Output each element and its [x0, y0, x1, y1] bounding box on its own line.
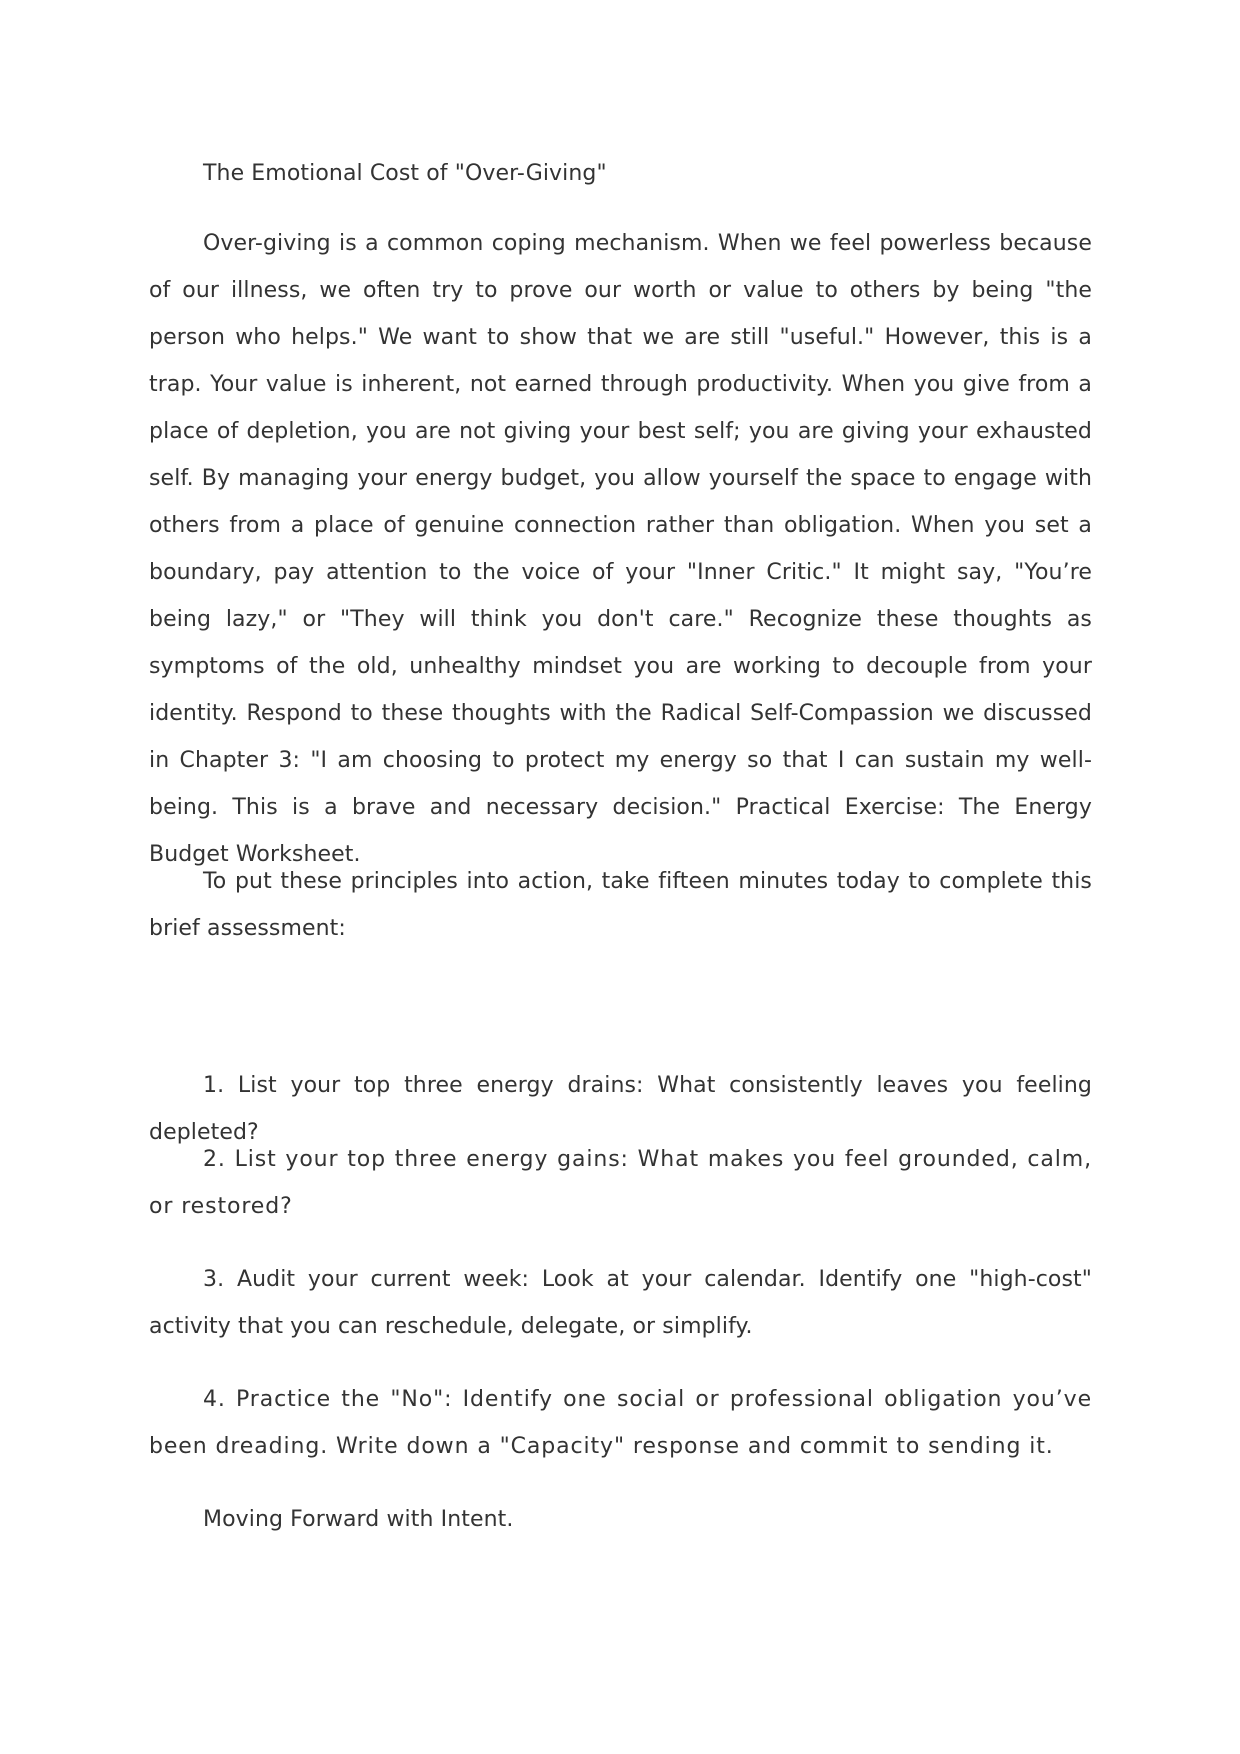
list-item-1: 1. List your top three energy drains: What consistently leaves you feeling depleted? [149, 1073, 1092, 1145]
body-paragraph-1: Over-giving is a common coping mechanism. When we feel powerless because of our illness, we often try to prove our worth or value to others by being "the person who helps." We want to show that we are still "useful." However, this is a trap. Your value is inherent, not earned through productivity. When you give from a place of depletion, you are not giving your best self; you are giving your exhausted self. By managing your energy budget, you allow yourself the space to engage with others from a place of genuine connection rather than obligation. When you set a boundary, pay attention to the voice of your "Inner Critic." It might say, "You’re being lazy," or "They will think you don't care." Recognize these thoughts as symptoms of the old, unhealthy mindset you are working to decouple from your identity. Respond to these thoughts with the Radical Self-Compassion we discussed in Chapter 3: "I am choosing to protect my energy so that I can sustain my well-being. This is a brave and necessary decision." Practical Exercise: The Energy Budget Worksheet. [149, 231, 1092, 867]
list-item-3: 3. Audit your current week: Look at your calendar. Identify one "high-cost" activity that you can reschedule, delegate, or simplify. [149, 1267, 1092, 1339]
list-item-2: 2. List your top three energy gains: What makes you feel grounded, calm, or restored? [149, 1147, 1092, 1219]
closing-heading: Moving Forward with Intent. [203, 1507, 514, 1532]
body-paragraph-2: To put these principles into action, take fifteen minutes today to complete this brief assessment: [149, 869, 1092, 941]
list-item-4: 4. Practice the "No": Identify one social or professional obligation you’ve been dreading. Write down a "Capacity" response and commit to sending it. [149, 1387, 1092, 1459]
section-title: The Emotional Cost of "Over-Giving" [203, 161, 607, 186]
